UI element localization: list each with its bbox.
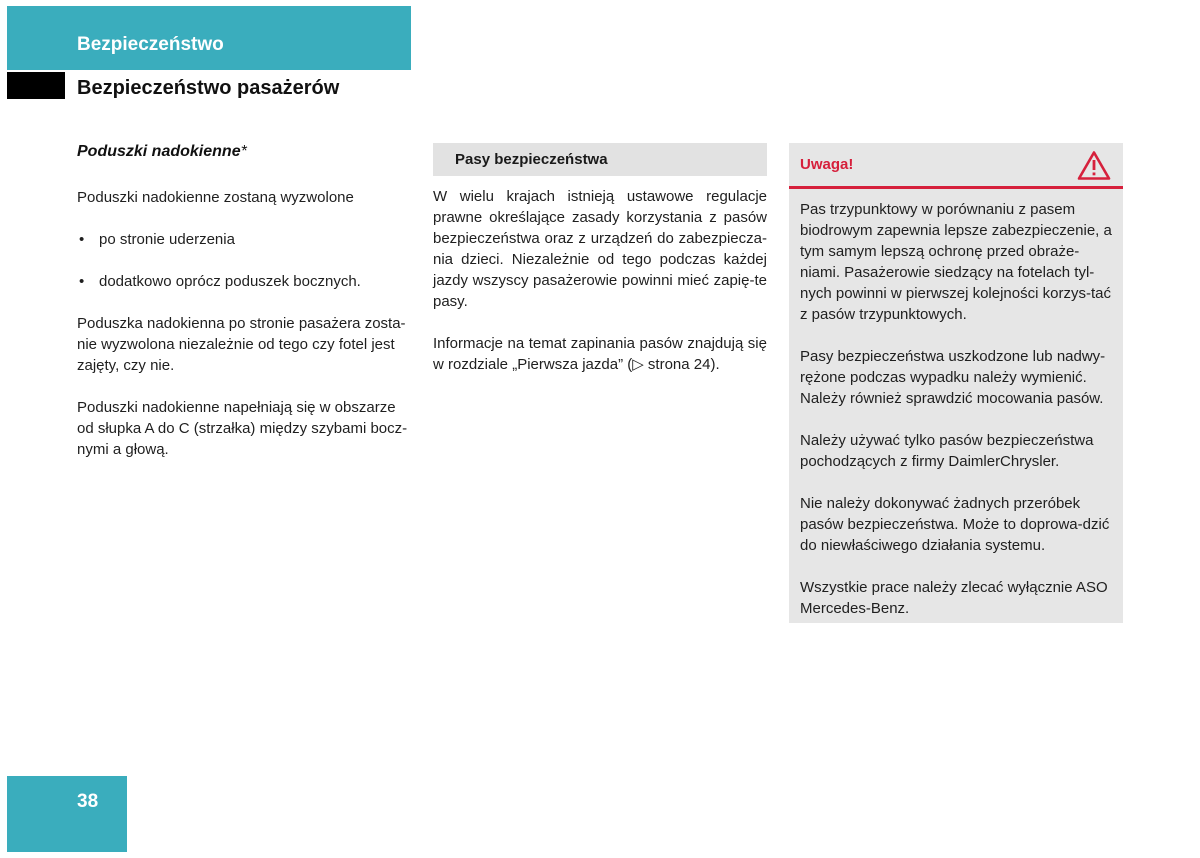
- seat-belts-reference-paragraph: Informacje na temat zapinania pasów znajdują się w rozdziale „Pierwsza jazda” (▷ strona 24).: [433, 335, 767, 373]
- optional-equipment-marker: *: [240, 143, 247, 160]
- section-title: Bezpieczeństwo: [77, 34, 224, 55]
- list-item: [77, 271, 411, 292]
- page-number: 38: [77, 791, 99, 812]
- warning-header: [789, 143, 1123, 189]
- column-side-airbags: [77, 140, 411, 481]
- column-seat-belts: [433, 143, 767, 396]
- side-airbags-list: [77, 229, 411, 292]
- subsection-title: Bezpieczeństwo pasażerów: [77, 77, 340, 99]
- warning-triangle-icon: [1077, 150, 1111, 181]
- bullet-icon: •: [79, 231, 85, 248]
- warning-body: [789, 189, 1123, 619]
- side-airbags-heading: [77, 140, 411, 164]
- bullet-icon: •: [79, 273, 85, 290]
- warning-paragraph: Wszystkie prace należy zlecać wyłącznie ASO Mercedes-Benz.: [800, 579, 1108, 617]
- warning-paragraph: Nie należy dokonywać żadnych przeróbek pasów bezpieczeństwa. Może to doprowa-dzić do niewłaściwego działania systemu.: [800, 495, 1110, 554]
- warning-paragraph: Pasy bezpieczeństwa uszkodzone lub nadwy-rężone podczas wypadku należy wymienić. Należy również sprawdzić mocowania pasów.: [800, 348, 1106, 407]
- side-airbags-intro: Poduszki nadokienne zostaną wyzwolone: [77, 189, 354, 206]
- subsection-marker: [7, 72, 65, 99]
- warning-box: [789, 143, 1123, 623]
- list-item-text: po stronie uderzenia: [99, 231, 235, 248]
- warning-paragraph: Pas trzypunktowy w porównaniu z pasem biodrowym zapewnia lepsze zabezpieczenie, a tym samym lepszą ochronę przed obraże-niami. Pasażerowie siedzący na fotelach tyl-nych powinni w pierwszej kolejności korzys-tać z pasów trzypunktowych.: [800, 201, 1112, 323]
- list-item-text: dodatkowo oprócz poduszek bocznych.: [99, 273, 361, 290]
- seat-belts-header: Pasy bezpieczeństwa: [433, 143, 767, 176]
- list-item: [77, 229, 411, 250]
- warning-paragraph: Należy używać tylko pasów bezpieczeństwa pochodzących z firmy DaimlerChrysler.: [800, 432, 1094, 470]
- side-airbags-coverage-paragraph: Poduszki nadokienne napełniają się w obszarze od słupka A do C (strzałka) między szybami bocz-nymi a głową.: [77, 399, 408, 458]
- side-airbags-passenger-paragraph: Poduszka nadokienna po stronie pasażera zosta-nie wyzwolona niezależnie od tego czy fotel jest zajęty, czy nie.: [77, 315, 406, 374]
- seat-belts-paragraph: W wielu krajach istnieją ustawowe regulacje prawne określające zasady korzystania z pasów bezpieczeństwa oraz z urządzeń do zabezpiecza-nia dzieci. Niezależnie od tego podczas każdej jazdy wszyscy pasażerowie powinni mieć zapię-te pasy.: [433, 188, 767, 310]
- page-number-band: [7, 776, 127, 852]
- side-airbags-title: Poduszki nadokienne: [77, 143, 241, 160]
- warning-title: Uwaga!: [800, 156, 854, 173]
